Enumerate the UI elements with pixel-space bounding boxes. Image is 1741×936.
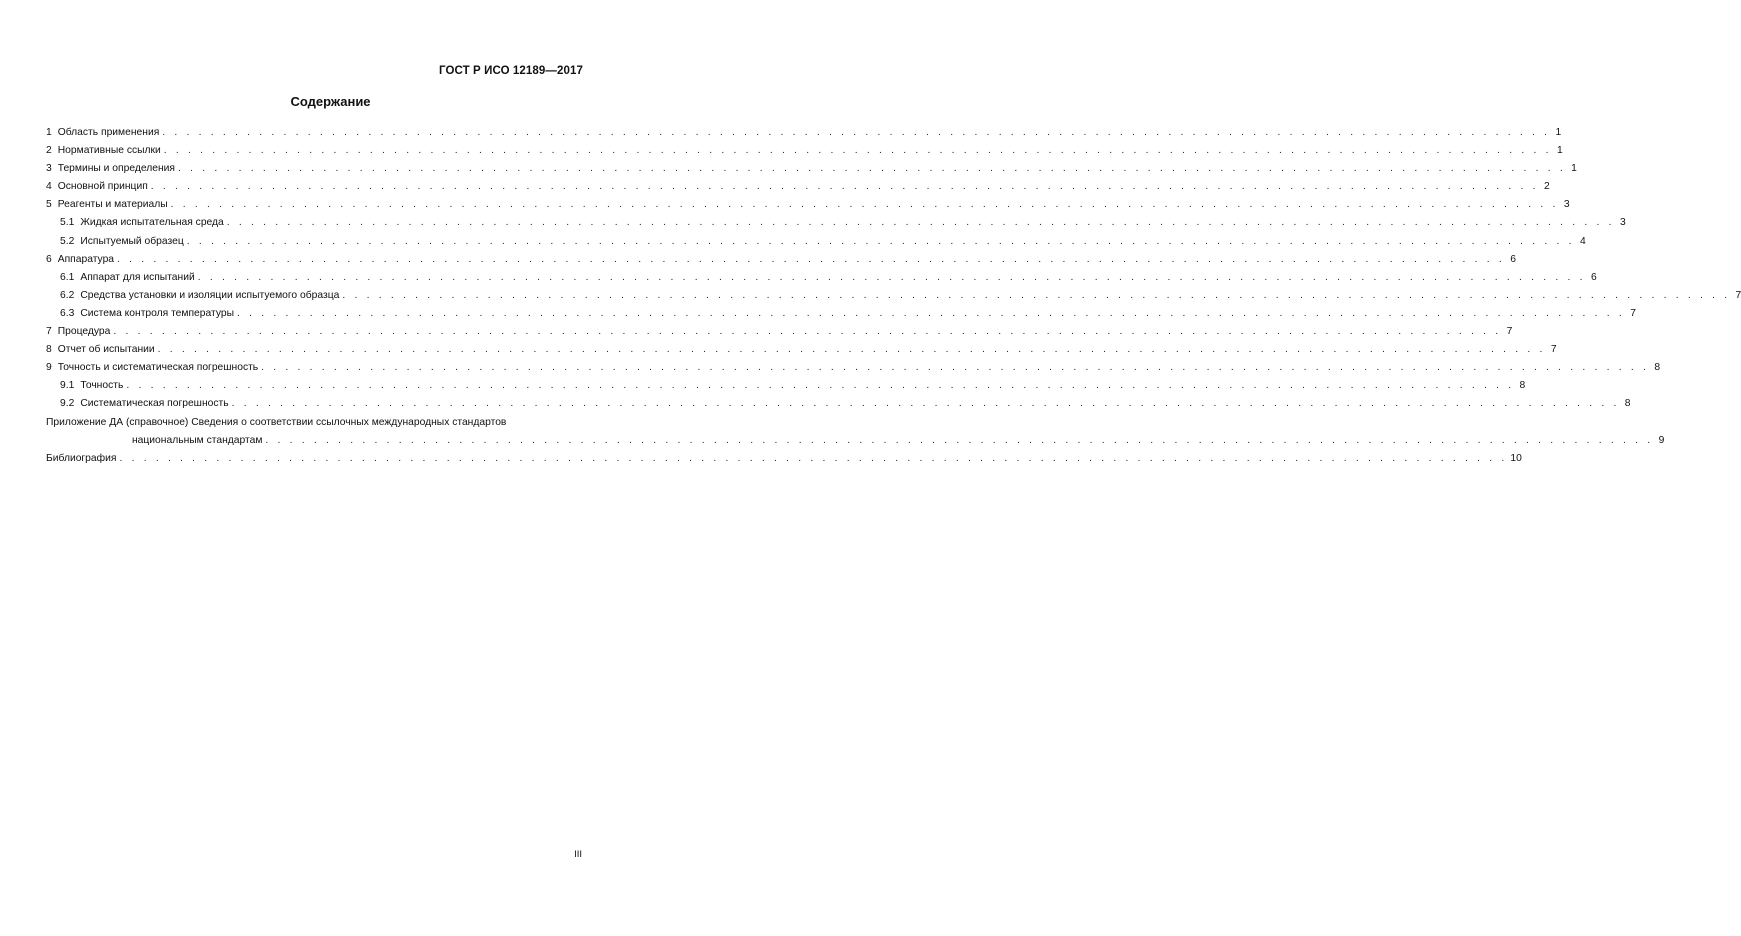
table-of-contents <box>46 124 1741 468</box>
toc-entry-number: 1 <box>46 127 52 138</box>
toc-entry-title: Процедура <box>57 326 111 338</box>
toc-entry-6-2[interactable] <box>46 287 1741 305</box>
toc-appendix-title-continued: национальным стандартам <box>132 434 263 446</box>
toc-entry-title: Система контроля температуры <box>80 307 235 319</box>
toc-dot-leader <box>342 287 1730 305</box>
toc-entry-page: 8 <box>1519 380 1526 392</box>
toc-entry-title: Аппаратура <box>57 253 115 265</box>
document-standard-header: ГОСТ Р ИСО 12189—2017 <box>438 65 583 77</box>
toc-entry-page: 6 <box>1510 253 1516 265</box>
toc-entry-4[interactable] <box>46 178 1550 196</box>
toc-entry-6[interactable] <box>46 251 1516 269</box>
toc-entry-6-3[interactable] <box>46 305 1636 323</box>
toc-entry-title: Систематическая погрешность <box>80 398 229 410</box>
toc-appendix-title: Приложение ДА (справочное) Сведения о соответствии ссылочных международных стандартов <box>46 416 507 428</box>
toc-entry-7[interactable] <box>46 323 1513 341</box>
toc-entry-page: 1 <box>1556 145 1563 157</box>
toc-entry-number: 8 <box>46 344 52 356</box>
toc-entry-5-1[interactable] <box>46 214 1626 232</box>
toc-entry-3[interactable] <box>46 160 1577 178</box>
toc-entry-page: 3 <box>1620 217 1626 229</box>
toc-dot-leader <box>117 251 1505 269</box>
toc-entry-number: 6.3 <box>60 307 75 319</box>
toc-dot-leader <box>232 395 1620 413</box>
toc-entry-number: 5.1 <box>60 217 75 229</box>
toc-dot-leader <box>126 377 1514 395</box>
toc-dot-leader <box>158 341 1546 359</box>
toc-dot-leader <box>187 233 1575 251</box>
toc-entry-number: 6.1 <box>60 271 75 283</box>
toc-entry-number: 6 <box>46 253 52 265</box>
toc-entry-page: 7 <box>1735 289 1741 301</box>
page-title: Содержание <box>290 94 371 109</box>
toc-entry-number: 3 <box>46 163 52 175</box>
toc-entry-title: Основной принцип <box>57 181 148 193</box>
toc-entry-title: Средства установки и изоляции испытуемого образца <box>80 289 340 301</box>
toc-entry-9-2[interactable] <box>46 395 1631 413</box>
toc-dot-leader <box>198 269 1586 287</box>
toc-entry-6-1[interactable] <box>46 269 1597 287</box>
toc-entry-title: Точность и систематическая погрешность <box>57 362 259 374</box>
toc-entry-number: 9.2 <box>60 398 75 410</box>
toc-entry-page: 9 <box>1658 434 1665 446</box>
toc-entry-1[interactable] <box>46 124 1562 142</box>
toc-dot-leader <box>119 450 1507 468</box>
toc-entry-title: Нормативные ссылки <box>57 145 161 157</box>
toc-dot-leader <box>171 196 1559 214</box>
toc-entry-page: 1 <box>1555 127 1562 138</box>
toc-dot-leader <box>178 160 1566 178</box>
toc-entry-number: 9.1 <box>60 380 75 392</box>
toc-entry-page: 1 <box>1571 163 1577 175</box>
toc-entry-5[interactable] <box>46 196 1570 214</box>
toc-entry-number: 2 <box>46 145 52 157</box>
toc-entry-page: 2 <box>1543 181 1550 193</box>
toc-entry-number: 9 <box>46 362 52 374</box>
toc-entry-8[interactable] <box>46 341 1557 359</box>
toc-entry-9-1[interactable] <box>46 377 1526 395</box>
toc-dot-leader <box>265 432 1653 450</box>
toc-entry-page: 8 <box>1624 398 1631 410</box>
toc-entry-page: 8 <box>1654 362 1661 374</box>
toc-entry-title: Отчет об испытании <box>57 344 155 356</box>
toc-entry-5-2[interactable] <box>46 233 1586 251</box>
toc-entry-page: 7 <box>1506 326 1513 338</box>
toc-dot-leader <box>151 178 1539 196</box>
toc-entry-title: Реагенты и материалы <box>57 199 168 211</box>
toc-entry-2[interactable] <box>46 142 1563 160</box>
page-number: III <box>574 849 582 860</box>
toc-entry-number: 5 <box>46 199 52 211</box>
toc-entry-number: 7 <box>46 326 52 338</box>
toc-entry-title: Жидкая испытательная среда <box>80 217 224 229</box>
toc-entry-number: 6.2 <box>60 289 75 301</box>
toc-entry-title: Термины и определения <box>57 163 175 175</box>
toc-entry-title: Испытуемый образец <box>80 235 184 247</box>
toc-dot-leader <box>113 323 1501 341</box>
toc-entry-page: 7 <box>1550 344 1557 356</box>
toc-entry-page: 6 <box>1590 271 1597 283</box>
toc-entry-page: 3 <box>1563 199 1570 211</box>
toc-entry-bibliography[interactable] <box>46 450 1522 468</box>
toc-dot-leader <box>237 305 1625 323</box>
toc-entry-appendix[interactable] <box>46 414 1665 450</box>
toc-dot-leader <box>164 142 1552 160</box>
toc-entry-title: Библиография <box>46 452 117 464</box>
toc-entry-9[interactable] <box>46 359 1661 377</box>
toc-entry-page: 7 <box>1630 307 1636 319</box>
toc-dot-leader <box>162 124 1550 142</box>
toc-entry-page: 10 <box>1510 452 1522 464</box>
toc-dot-leader <box>261 359 1649 377</box>
toc-appendix-continuation <box>46 432 1665 450</box>
toc-entry-title: Точность <box>80 380 124 392</box>
toc-entry-number: 4 <box>46 181 52 193</box>
toc-entry-page: 4 <box>1579 235 1586 247</box>
toc-entry-number: 5.2 <box>60 235 75 247</box>
toc-entry-title: Аппарат для испытаний <box>80 271 195 283</box>
toc-dot-leader <box>227 214 1615 232</box>
toc-entry-title: Область применения <box>57 127 160 138</box>
